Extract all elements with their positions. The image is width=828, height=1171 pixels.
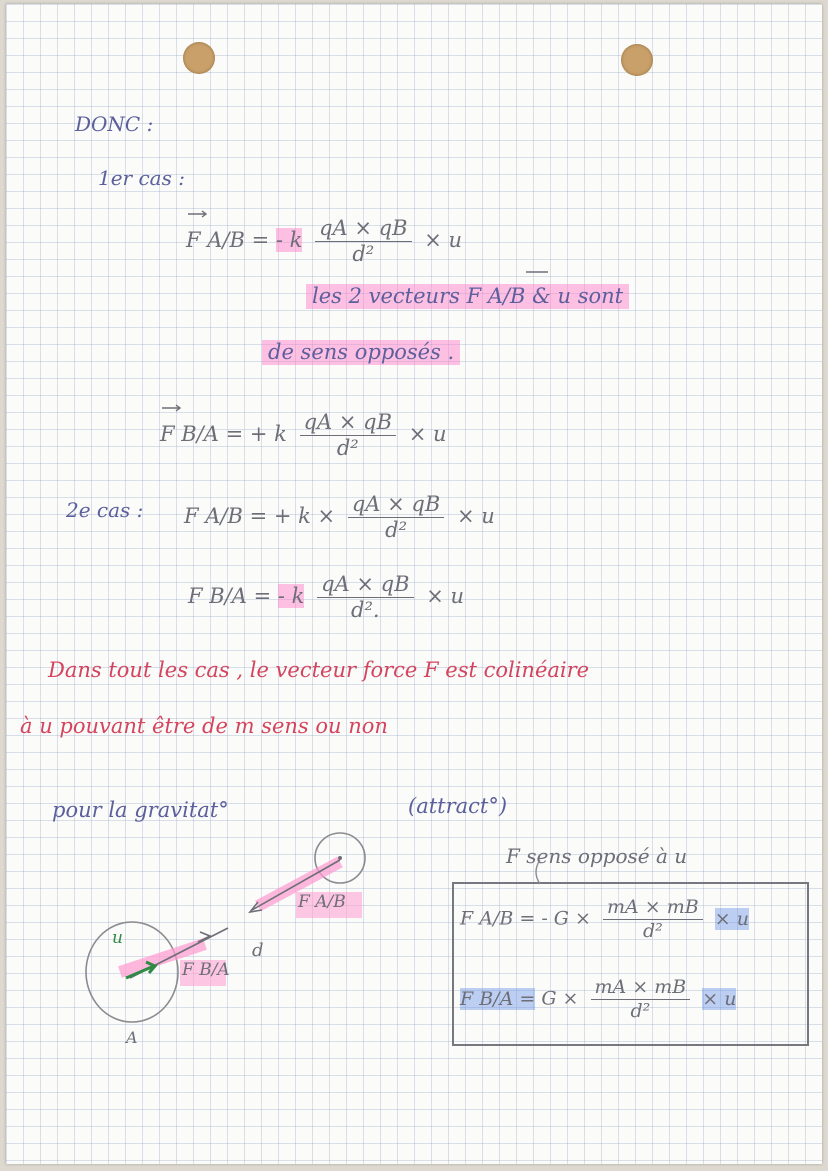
eq-fraction: $\frac{qA \times qB}{\text{d².}}$ (317, 574, 413, 621)
eq-fraction: $\frac{mA \times mB}{\text{d²}}$ (591, 978, 691, 1021)
eq-lhs: F B/A = (188, 584, 272, 608)
eq-sign: = + k (225, 422, 287, 446)
eq-lhs: F A/B = (460, 907, 536, 930)
callout-arrow (536, 860, 540, 884)
eq-tail: × u (456, 504, 495, 528)
eq-fraction: $\frac{mA \times mB}{\text{d²}}$ (603, 898, 703, 941)
eq-tail: × u (426, 584, 464, 608)
case2-label: 2e cas : (66, 498, 144, 522)
eq-fraction: $\frac{qA \times qB}{\text{d²}}$ (300, 412, 396, 459)
eq-tail: × u (408, 422, 447, 446)
attraction-label: (attract°) (408, 794, 508, 818)
center-b-dot (338, 856, 342, 860)
label-a: A (126, 1028, 138, 1047)
eq-tail: × u (424, 228, 462, 252)
case1-label: 1er cas : (98, 166, 185, 190)
eq-sign: G × (541, 987, 579, 1010)
eq-lhs: F A/B = (184, 504, 268, 528)
case1-note-line2: de sens opposés . (262, 340, 460, 365)
conclusion-line-1: Dans tout les cas , le vecteur force F est colinéaire (48, 658, 590, 682)
eq-fraction: $\frac{qA \times qB}{\text{d²}}$ (348, 494, 444, 541)
label-u: u (112, 928, 123, 948)
eq-lhs: F B/A (160, 422, 219, 446)
eq-sign: + k × (273, 504, 336, 528)
label-fba: F B/A (182, 960, 230, 980)
eq-sign: - k (275, 228, 303, 252)
eq-sign: - G × (541, 907, 591, 930)
heading-donc: DONC : (75, 112, 154, 136)
eq-tail: × u (702, 987, 737, 1010)
conclusion-line-2: à u pouvant être de m sens ou non (20, 714, 388, 738)
eq-fraction: $\frac{qA \times qB}{\text{d²}}$ (315, 218, 411, 265)
eq-lhs: F A/B = (186, 228, 270, 252)
label-fab: F A/B (298, 892, 346, 912)
eq-tail: × u (714, 907, 749, 930)
vector-arrows (162, 211, 548, 411)
case1-note-line1: les 2 vecteurs F A/B & u sont (306, 284, 629, 309)
eq-sign: - k (277, 584, 305, 608)
label-d: d (252, 940, 264, 961)
gravity-callout: F sens opposé à u (506, 844, 688, 868)
eq-lhs: F B/A = (460, 987, 536, 1010)
gravity-label: pour la gravitat° (52, 798, 229, 822)
